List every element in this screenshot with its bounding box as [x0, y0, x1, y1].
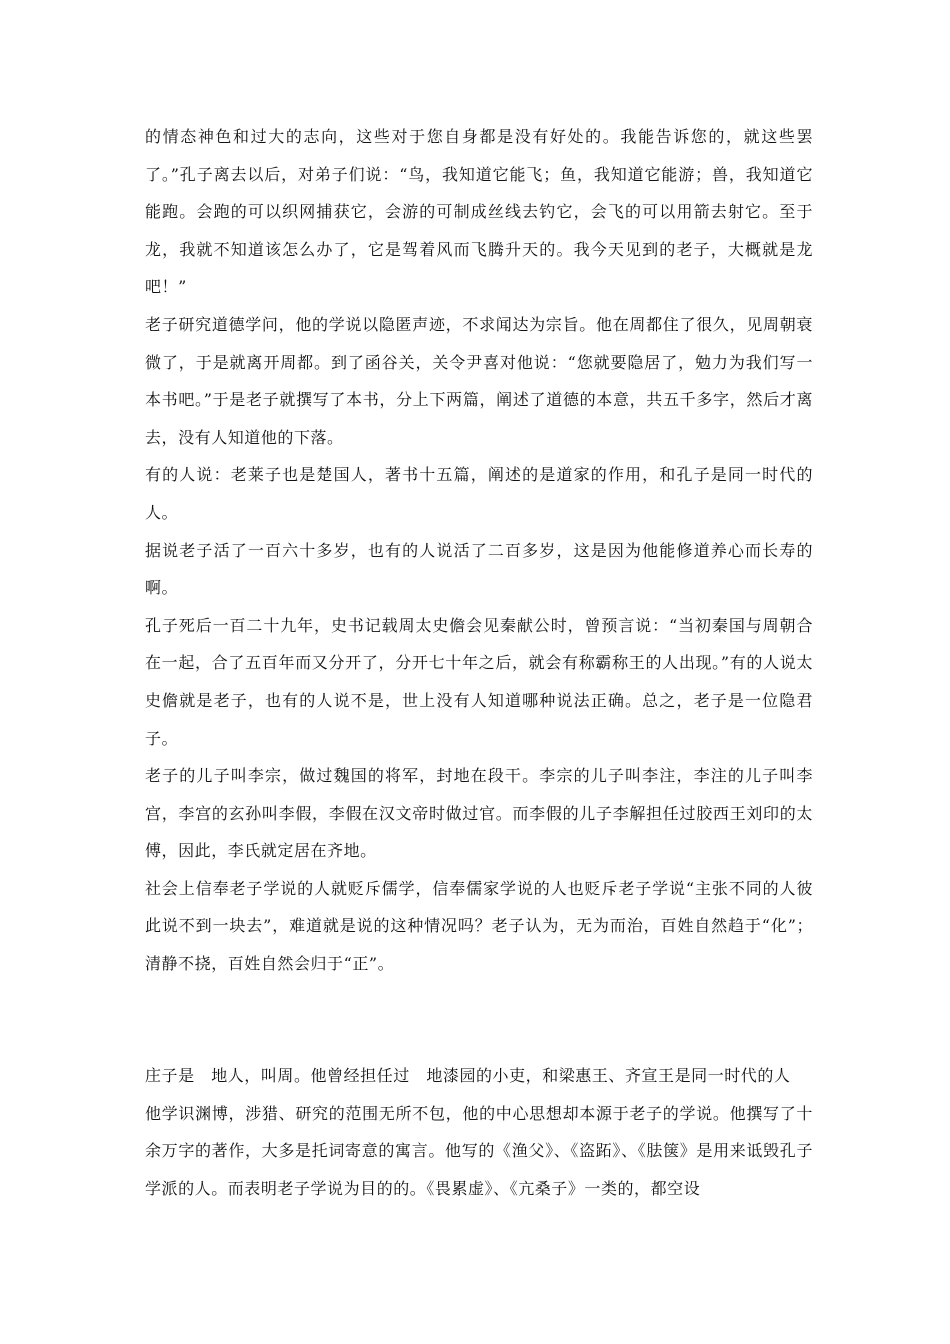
paragraph-taishi-dan: 孔子死后一百二十九年，史书记载周太史儋会见秦献公时，曾预言说：“当初秦国与周朝合在一起，合了五百年而又分开了，分开七十年之后，就会有称霸称王的人出现。”有的人说太史儋就是老子，也有的人说不是，世上没有人知道哪种说法正确。总之，老子是一位隐君子。	[145, 615, 813, 748]
text-section-2	[145, 1057, 813, 1207]
paragraph-laozi-longevity: 据说老子活了一百六十多岁，也有的人说活了二百多岁，这是因为他能修道养心而长寿的啊。	[145, 540, 813, 598]
paragraph-laozi-descendants: 老子的儿子叫李宗，做过魏国的将军，封地在段干。李宗的儿子叫李注，李注的儿子叫李宫，李宫的玄孙叫李假，李假在汉文帝时做过官。而李假的儿子李解担任过胶西王刘印的太傅，因此，李氏就定居在齐地。	[145, 766, 813, 861]
paragraph-zhuangzi-works: 他学识渊博，涉猎、研究的范围无所不包，他的中心思想却本源于老子的学说。他撰写了十余万字的著作，大多是托词寄意的寓言。他写的《渔父》、《盗跖》、《胠箧》是用来诋毁孔子学派的人。而表明老子学说为目的的。《畏累虚》、《亢桑子》一类的，都空设	[145, 1103, 813, 1198]
paragraph-confucius-dragon: 的情态神色和过大的志向，这些对于您自身都是没有好处的。我能告诉您的，就这些罢了。”孔子离去以后，对弟子们说：“鸟，我知道它能飞；鱼，我知道它能游；兽，我知道它能跑。会跑的可以织网捕获它，会游的可制成丝线去钓它，会飞的可以用箭去射它。至于龙，我就不知道该怎么办了，它是驾着风而飞腾升天的。我今天见到的老子，大概就是龙吧！”	[145, 127, 813, 297]
paragraph-daoism-vs-confucianism: 社会上信奉老子学说的人就贬斥儒学，信奉儒家学说的人也贬斥老子学说“主张不同的人彼此说不到一块去”，难道就是说的这种情况吗？老子认为，无为而治，百姓自然趋于“化”；清静不挠，百姓自然会归于“正”。	[145, 878, 813, 974]
text-section-1	[145, 118, 813, 983]
paragraph-laolaizi: 有的人说：老莱子也是楚国人，著书十五篇，阐述的是道家的作用，和孔子是同一时代的人。	[145, 465, 813, 522]
paragraph-laozi-writes-book: 老子研究道德学问，他的学说以隐匿声迹，不求闻达为宗旨。他在周都住了很久，见周朝衰微了，于是就离开周都。到了函谷关，关令尹喜对他说：“您就要隐居了，勉力为我们写一本书吧。”于是老子就撰写了本书，分上下两篇，阐述了道德的本意，共五千多字，然后才离去，没有人知道他的下落。	[145, 314, 813, 447]
paragraph-zhuangzi-intro-line: 庄子是 地人，叫周。他曾经担任过 地漆园的小吏，和梁惠王、齐宣王是同一时代的人	[145, 1066, 791, 1085]
